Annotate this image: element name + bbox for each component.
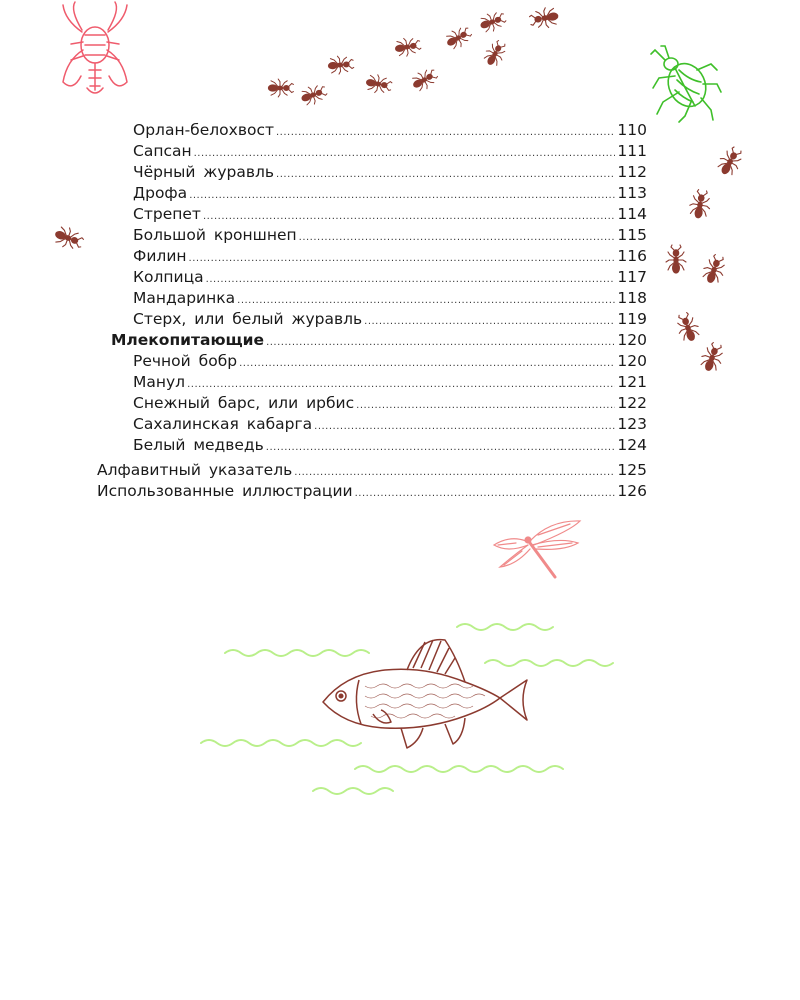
toc-entry-page: 124 — [617, 436, 647, 454]
toc-entry[interactable] — [133, 435, 647, 458]
toc-entry[interactable] — [133, 414, 647, 437]
toc-entry-page: 118 — [617, 289, 647, 307]
toc-entry-page: 111 — [617, 142, 647, 160]
toc-entry[interactable] — [97, 460, 647, 483]
toc-entry-title: Филин — [133, 247, 187, 265]
toc-entry-title: Использованные иллюстрации — [97, 482, 353, 500]
toc-entry-page: 114 — [617, 205, 647, 223]
toc-entry-title: Чёрный журавль — [133, 163, 275, 181]
toc-entry-page: 113 — [617, 184, 647, 202]
toc-entry[interactable] — [97, 481, 647, 504]
toc-entry-page: 126 — [617, 482, 647, 500]
ant-icon — [0, 0, 800, 400]
toc-entry-title: Колпица — [133, 268, 204, 286]
toc-entry-page: 110 — [617, 121, 647, 139]
toc-entry-title: Сахалинская кабарга — [133, 415, 313, 433]
toc-entry-page: 125 — [617, 461, 647, 479]
toc-entry-title: Манул — [133, 373, 186, 391]
toc-entry-page: 122 — [617, 394, 647, 412]
toc-leader — [355, 484, 616, 504]
toc-entry-title: Мандаринка — [133, 289, 236, 307]
toc-entry-page: 116 — [617, 247, 647, 265]
fish-icon — [315, 630, 535, 755]
toc-entry-page: 121 — [617, 373, 647, 391]
toc-entry-title: Стерх, или белый журавль — [133, 310, 363, 328]
toc-entry-page: 115 — [617, 226, 647, 244]
toc-entry-title: Большой кроншнеп — [133, 226, 297, 244]
toc-entry-title: Сапсан — [133, 142, 192, 160]
toc-leader — [314, 417, 615, 437]
toc-entry-page: 117 — [617, 268, 647, 286]
toc-entry-page: 120 — [617, 352, 647, 370]
toc-entry-title: Белый медведь — [133, 436, 264, 454]
toc-entry-title: Алфавитный указатель — [97, 461, 293, 479]
toc-section-page: 120 — [617, 331, 647, 349]
toc-entry-title: Орлан-белохвост — [133, 121, 274, 139]
toc-entry-title: Снежный барс, или ирбис — [133, 394, 355, 412]
toc-leader — [266, 438, 616, 458]
toc-entry-page: 119 — [617, 310, 647, 328]
toc-leader — [294, 463, 615, 483]
toc-entry-title: Стрепет — [133, 205, 201, 223]
toc-entry-title: Речной бобр — [133, 352, 238, 370]
toc-entry-title: Дрофа — [133, 184, 188, 202]
toc-entry-page: 112 — [617, 163, 647, 181]
toc-section-title: Млекопитающие — [111, 331, 265, 349]
toc-entry-page: 123 — [617, 415, 647, 433]
dragonfly-icon — [490, 515, 585, 585]
